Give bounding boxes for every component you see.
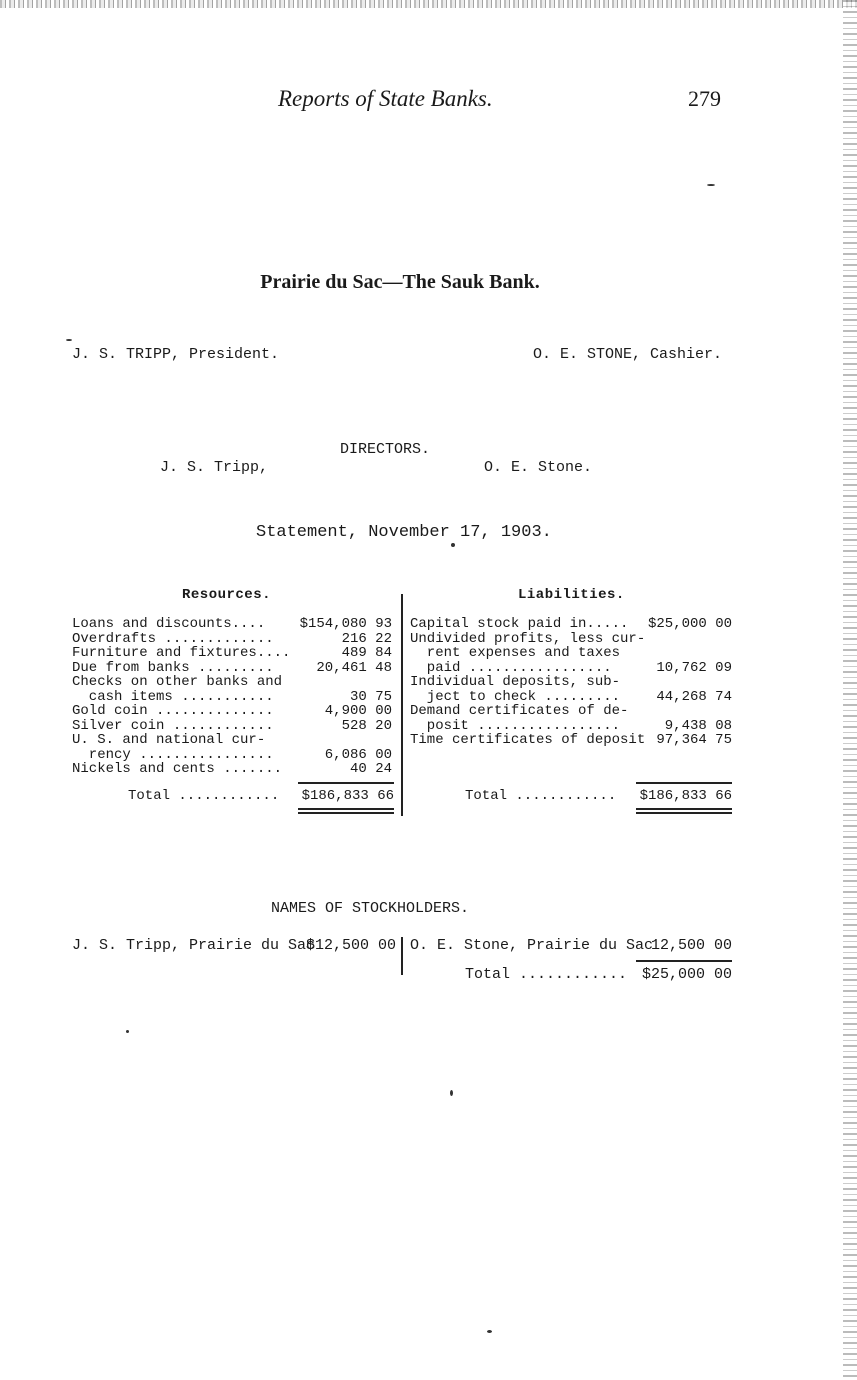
row-amount: 44,268 74 <box>656 688 732 705</box>
row-label: Demand certificates of de- <box>410 703 629 719</box>
total-double-rule <box>636 808 732 810</box>
row-amount: 97,364 75 <box>656 732 732 748</box>
row-amount: 10,762 09 <box>656 659 732 676</box>
bank-title: Prairie du Sac—The Sauk Bank. <box>260 271 540 293</box>
subtotal-rule <box>298 782 394 784</box>
stockholder-amount: $12,500 00 <box>305 937 396 954</box>
stockholders-rule <box>636 960 732 962</box>
table-row <box>72 733 392 748</box>
row-amount: 528 20 <box>341 717 392 734</box>
page-edge-right <box>843 0 857 1380</box>
table-row <box>72 762 392 777</box>
table-row <box>72 675 392 690</box>
liabilities-total-amount: $186,833 66 <box>639 788 732 804</box>
row-amount: 216 22 <box>341 630 392 647</box>
row-label: Silver coin ............ <box>72 717 274 734</box>
table-row <box>72 690 392 705</box>
president-name: J. S. TRIPP, President. <box>72 346 280 363</box>
scan-speck <box>487 1330 492 1333</box>
row-amount: 40 24 <box>349 761 392 777</box>
total-double-rule <box>298 812 394 814</box>
liabilities-heading: Liabilities. <box>518 587 625 603</box>
row-label: Individual deposits, sub- <box>410 674 621 690</box>
table-row <box>410 719 732 734</box>
stockholders-total-amount: $25,000 00 <box>641 966 732 983</box>
row-label: Loans and discounts.... <box>72 616 266 632</box>
row-label: ject to check ......... <box>410 688 621 705</box>
scan-speck <box>126 1030 129 1033</box>
total-double-rule <box>636 812 732 814</box>
row-label: paid ................. <box>410 659 612 676</box>
row-amount: 30 75 <box>349 688 392 705</box>
row-label: Time certificates of deposit <box>410 732 646 748</box>
subtotal-rule <box>636 782 732 784</box>
row-label: rent expenses and taxes <box>410 645 621 661</box>
row-amount: 6,086 00 <box>324 746 392 763</box>
resources-total-amount: $186,833 66 <box>301 788 394 804</box>
table-row <box>72 646 392 661</box>
cashier-name: O. E. STONE, Cashier. <box>533 346 723 363</box>
stockholders-heading: NAMES OF STOCKHOLDERS. <box>271 900 470 917</box>
table-row <box>72 748 392 763</box>
running-title: Reports of State Banks. <box>278 86 493 111</box>
table-row <box>410 704 732 719</box>
row-amount: $154,080 93 <box>299 616 392 632</box>
stockholder-amount: 12,500 00 <box>650 937 732 954</box>
resources-heading: Resources. <box>182 587 272 603</box>
row-amount: $25,000 00 <box>647 616 732 632</box>
row-label: Overdrafts ............. <box>72 630 274 647</box>
row-amount: 489 84 <box>341 645 392 661</box>
table-row <box>410 690 732 705</box>
stockholders-divider <box>401 937 403 975</box>
row-amount: 4,900 00 <box>324 703 392 719</box>
scan-speck <box>66 339 72 341</box>
liabilities-table <box>410 617 732 748</box>
statement-title: Statement, November 17, 1903. <box>256 523 552 542</box>
page-number: 279 <box>688 86 721 111</box>
director-name: O. E. Stone. <box>484 459 593 476</box>
row-label: Gold coin .............. <box>72 703 274 719</box>
directors-heading: DIRECTORS. <box>340 441 431 458</box>
table-row <box>410 733 732 748</box>
table-row <box>72 661 392 676</box>
row-label: Capital stock paid in..... <box>410 616 629 632</box>
row-label: Furniture and fixtures.... <box>72 645 291 661</box>
table-row <box>72 719 392 734</box>
stockholder-name: O. E. Stone, Prairie du Sac <box>410 937 654 954</box>
table-row <box>410 646 732 661</box>
row-label: rency ................ <box>72 746 274 763</box>
table-row <box>72 704 392 719</box>
stockholders-total-label: Total ............ <box>465 966 628 983</box>
row-amount: 20,461 48 <box>316 659 392 676</box>
liabilities-total-label: Total ............ <box>465 788 617 804</box>
scan-speck <box>450 1090 453 1096</box>
table-row <box>72 632 392 647</box>
table-row <box>410 675 732 690</box>
scan-speck <box>451 543 455 547</box>
resources-table <box>72 617 392 777</box>
row-amount: 9,438 08 <box>664 717 732 734</box>
resources-total-label: Total ............ <box>128 788 280 804</box>
row-label: posit ................. <box>410 717 621 734</box>
director-name: J. S. Tripp, <box>160 459 269 476</box>
row-label: Due from banks ......... <box>72 659 274 676</box>
row-label: Undivided profits, less cur- <box>410 630 646 647</box>
scan-speck <box>707 184 715 186</box>
stockholder-name: J. S. Tripp, Prairie du Sac <box>72 937 316 954</box>
column-divider <box>401 594 403 816</box>
table-row <box>72 617 392 632</box>
row-label: cash items ........... <box>72 688 274 705</box>
page-edge-top <box>0 0 857 8</box>
table-row <box>410 661 732 676</box>
row-label: U. S. and national cur- <box>72 732 266 748</box>
total-double-rule <box>298 808 394 810</box>
table-row <box>410 617 732 632</box>
row-label: Checks on other banks and <box>72 674 283 690</box>
table-row <box>410 632 732 647</box>
row-label: Nickels and cents ....... <box>72 761 283 777</box>
